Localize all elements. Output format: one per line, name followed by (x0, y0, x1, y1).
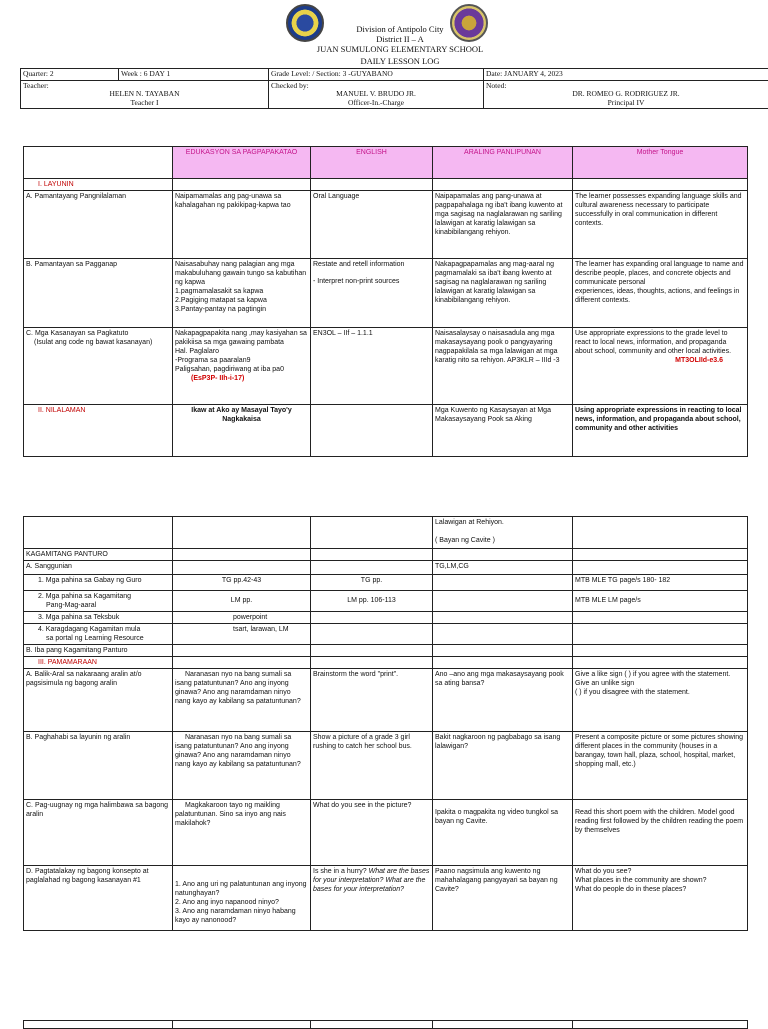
sanggunian-label: A. Sanggunian (24, 561, 173, 575)
pagtatalakay-mt-line: What do people do in these places? (575, 885, 745, 894)
col-header-ap: ARALING PANLIPUNAN (433, 147, 573, 179)
row-a-ap: Naipapamalas ang pang-unawa at pagpapahalaga ng iba't ibang kuwento at mga sagisag na naglalarawan ng sariling lalawigan at karatig lalawigan sa kinabibilangang rehiyon. (433, 191, 573, 259)
nilalaman-esp: Ikaw at Ako ay Masayal Tayo'y Nagkakaisa (173, 405, 311, 457)
kagamitang-english: LM pp. 106-113 (311, 591, 433, 612)
row-a-english: Oral Language (311, 191, 433, 259)
teacher-name: HELEN N. TAYABAN (23, 90, 266, 99)
balik-aral-ap: Ano –ano ang mga makasaysayang pook sa ating bansa? (433, 669, 573, 732)
kagamitan-label: KAGAMITANG PANTURO (24, 549, 173, 561)
division-name: Division of Antipolo City (250, 24, 550, 34)
row-b-esp-line: 3.Pantay-pantay na pagtingin (175, 305, 308, 314)
pag-uugnay-esp: Magkakaroon tayo ng maikling palatuntunan. Sino sa inyo ang nais makilahok? (173, 800, 311, 866)
objectives-table (23, 146, 748, 457)
pagtatalakay-esp (173, 866, 311, 931)
kagamitang-mag-aaral-label (24, 591, 173, 612)
checked-position: Officer-In.-Charge (271, 99, 481, 108)
paghahabi-english: Show a picture of a grade 3 girl rushing to catch her school bus. (311, 732, 433, 800)
gabay-esp: TG pp.42-43 (173, 575, 311, 591)
pagtatalakay-esp-line: 2. Ano ang inyo napanood ninyo? (175, 898, 308, 907)
noted-cell (484, 80, 768, 109)
quarter-cell: Quarter: 2 (21, 69, 119, 81)
pagtatalakay-mt (573, 866, 748, 931)
iba-pa-label: B. Iba pang Kagamitang Panturo (24, 645, 173, 657)
kagamitang-label-line: 2. Mga pahina sa Kagamitang (38, 592, 170, 601)
pagtatalakay-label: D. Pagtatalakay ng bagong konsepto at paglalahad ng bagong kasanayan #1 (24, 866, 173, 931)
sanggunian-ap: TG,LM,CG (433, 561, 573, 575)
balik-aral-mt-line1: Give a like sign ( ) if you agree with the statement. Give an unlike sign (575, 670, 745, 688)
row-b-esp (173, 259, 311, 328)
row-c-esp-code: (EsP3P- IIh-i-17) (175, 374, 308, 383)
log-title: DAILY LESSON LOG (250, 56, 550, 66)
row-b-english (311, 259, 433, 328)
pagtatalakay-mt-line: What places in the community are shown? (575, 876, 745, 885)
row-b-esp-line: 1.pagmamalasakit sa kapwa (175, 287, 308, 296)
row-b-mt (573, 259, 748, 328)
paghahabi-esp: Naranasan nyo na bang sumali sa isang patatuntunan? Ano ang inyong ginawa? Ano ang naramdaman ninyo nang kayo ay kabilang sa patatuntunan? (173, 732, 311, 800)
teksbuk-label: 3. Mga pahina sa Teksbuk (24, 612, 173, 624)
pag-uugnay-mt: Read this short poem with the children. Model good reading first followed by the children reading the poem by themselves (573, 800, 748, 866)
row-c-label-line: C. Mga Kasanayan sa Pagkatuto (26, 329, 170, 338)
procedures-table (23, 516, 748, 931)
col-header-english: ENGLISH (311, 147, 433, 179)
pagtatalakay-esp-line: 3. Ano ang naramdaman ninyo habang kayo ay nanonood? (175, 907, 308, 925)
row-c-label-line: (Isulat ang code ng bawat kasanayan) (26, 338, 170, 347)
pagtatalakay-ap: Paano nagsimula ang kuwento ng mahahalagang pangyayari sa bayan ng Cavite? (433, 866, 573, 931)
kagamitang-esp: LM pp. (173, 591, 311, 612)
row-b-ap: Nakapagpapamalas ang mag-aaral ng pagmamalaki sa iba't ibang kwento at sagisag na naglalarawan ng sariling lalawigan at karatig lalawigan sa kinabibilangang rehiyon. (433, 259, 573, 328)
noted-label: Noted: (486, 82, 766, 91)
balik-aral-label: A. Balik-Aral sa nakaraang aralin at/o pagsisimula ng bagong aralin (24, 669, 173, 732)
teacher-cell (21, 80, 269, 109)
balik-aral-english: Brainstorm the word "print". (311, 669, 433, 732)
ap-continuation (433, 517, 573, 549)
kagamitang-label-line: Pang-Mag-aaral (38, 601, 170, 610)
gabay-mt: MTB MLE TG page/s 180- 182 (573, 575, 748, 591)
row-b-mt-line: The learner has expanding oral language to name and describe people, places, and concrete objects and communicate personal (575, 260, 745, 287)
row-c-esp (173, 328, 311, 405)
row-c-ap: Naisasalaysay o naisasadula ang mga makasaysayang pook o pangyayaring nagpapakilala sa mga lalawigan at mga karatig nito sa rehiyon. AP3KLR – IIId -3 (433, 328, 573, 405)
row-b-label: B. Pamantayan sa Pagganap (24, 259, 173, 328)
pagtatalakay-english-plain: Is she in a hurry? (313, 868, 369, 875)
next-page-table-edge (23, 1020, 748, 1029)
checked-label: Checked by: (271, 82, 481, 91)
pagtatalakay-english (311, 866, 433, 931)
pag-uugnay-ap: Ipakita o magpakita ng video tungkol sa bayan ng Cavite. (433, 800, 573, 866)
karagdagan-esp: tsart, larawan, LM (173, 624, 311, 645)
teksbuk-esp: powerpoint (173, 612, 311, 624)
karagdagan-label (24, 624, 173, 645)
row-b-esp-line: Naisasabuhay nang palagian ang mga makabuluhang gawain tungo sa kabutihan ng kapwa (175, 260, 308, 287)
row-c-esp-line: Nakapagpapakita nang ,may kasiyahan sa pakikiisa sa mga gawaing pambata (175, 329, 308, 347)
layunin-label: I. LAYUNIN (24, 179, 173, 191)
row-c-mt-text: Use appropriate expressions to the grade level to react to local news, information, and propaganda about school, community and other local activities. (575, 329, 745, 356)
nilalaman-ap: Mga Kuwento ng Kasaysayan at Mga Makasaysayang Pook sa Aking (433, 405, 573, 457)
row-b-esp-line: 2.Pagiging matapat sa kapwa (175, 296, 308, 305)
pag-uugnay-english: What do you see in the picture? (311, 800, 433, 866)
row-a-label: A. Pamantayang Pangnilalaman (24, 191, 173, 259)
info-table (20, 68, 768, 109)
row-b-english-line2: - Interpret non-print sources (313, 277, 430, 286)
noted-position: Principal IV (486, 99, 766, 108)
noted-name: DR. ROMEO G. RODRIGUEZ JR. (486, 90, 766, 99)
row-a-mt: The learner possesses expanding language skills and cultural awareness necessary to participate successfully in oral communication in different contexts. (573, 191, 748, 259)
kagamitang-mt: MTB MLE LM page/s (573, 591, 748, 612)
pagtatalakay-mt-line: What do you see? (575, 867, 745, 876)
row-c-label (24, 328, 173, 405)
gabay-label: 1. Mga pahina sa Gabay ng Guro (24, 575, 173, 591)
row-c-esp-line: Paligsahan, pagdiriwang at iba pa0 (175, 365, 308, 374)
karagdagan-label-line: 4. Karagdagang Kagamitan mula (38, 625, 170, 634)
row-c-esp-line: Hal. Paglalaro (175, 347, 308, 356)
week-cell: Week : 6 DAY 1 (119, 69, 269, 81)
pamamaraan-label: III. PAMAMARAAN (24, 657, 173, 669)
nilalaman-mt: Using appropriate expressions in reacting to local news, information, and propaganda about school, community and other activities (573, 405, 748, 457)
balik-aral-mt-line2: ( ) if you disagree with the statement. (575, 688, 745, 697)
gabay-english: TG pp. (311, 575, 433, 591)
paghahabi-mt: Present a composite picture or some pictures showing different places in the community (houses in a barangay, town hall, plaza, school, hospital, market, shopping mall, etc.) (573, 732, 748, 800)
paghahabi-ap: Bakit nagkaroon ng pagbabago sa isang lalawigan? (433, 732, 573, 800)
col-header-mt: Mother Tongue (573, 147, 748, 179)
row-b-english-line1: Restate and retell information (313, 260, 430, 269)
row-c-esp-line: -Programa sa paaralan9 (175, 356, 308, 365)
teacher-position: Teacher I (23, 99, 266, 108)
col-header-esp: EDUKASYON SA PAGPAPAKATAO (173, 147, 311, 179)
row-a-esp: Naipamamalas ang pag-unawa sa kahalagahan ng pakikipag-kapwa tao (173, 191, 311, 259)
date-cell: Date: JANUARY 4, 2023 (484, 69, 768, 81)
nilalaman-english (311, 405, 433, 457)
district-name: District II – A (250, 34, 550, 44)
pagtatalakay-english-italic: What are the bases for your interpretation? What are the bases for your interpretation? (313, 868, 429, 893)
teacher-label: Teacher: (23, 82, 266, 91)
header-blank-cell (24, 147, 173, 179)
school-name: JUAN SUMULONG ELEMENTARY SCHOOL (250, 44, 550, 54)
karagdagan-label-line: sa portal ng Learning Resource (38, 634, 170, 643)
row-c-mt (573, 328, 748, 405)
row-c-english: EN3OL – IIf – 1.1.1 (311, 328, 433, 405)
balik-aral-esp: Naranasan nyo na bang sumali sa isang patatuntunan? Ano ang inyong ginawa? Ano ang naramdaman ninyo nang kayo ay kabilang sa patatuntunan? (173, 669, 311, 732)
ap-continuation-line1: Lalawigan at Rehiyon. (435, 518, 570, 527)
balik-aral-mt (573, 669, 748, 732)
checked-cell (269, 80, 484, 109)
paghahabi-label: B. Paghahabi sa layunin ng aralin (24, 732, 173, 800)
ap-continuation-line2: ( Bayan ng Cavite ) (435, 536, 570, 545)
nilalaman-label: II. NILALAMAN (24, 405, 173, 457)
checked-name: MANUEL V. BRUDO JR. (271, 90, 481, 99)
pagtatalakay-esp-line: 1. Ano ang uri ng palatuntunan ang inyong natunghayan? (175, 880, 308, 898)
grade-cell: Grade Level: / Section: 3 -GUYABANO (269, 69, 484, 81)
row-c-mt-code: MT3OLIId-e3.6 (575, 356, 745, 365)
pag-uugnay-label: C. Pag-uugnay ng mga halimbawa sa bagong aralin (24, 800, 173, 866)
row-b-mt-line: experiences, ideas, thoughts, actions, and feelings in different contexts. (575, 287, 745, 305)
